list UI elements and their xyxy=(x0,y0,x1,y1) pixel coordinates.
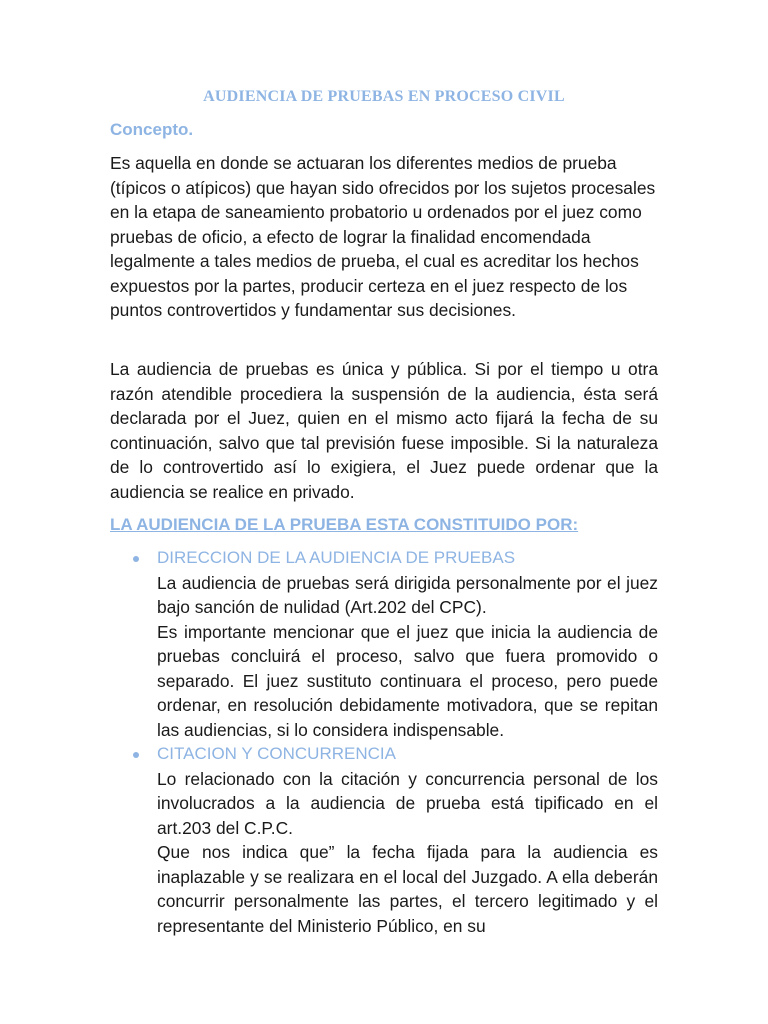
document-title: AUDIENCIA DE PRUEBAS EN PROCESO CIVIL xyxy=(203,88,565,105)
bullet-icon xyxy=(133,752,139,758)
concept-heading: Concepto. xyxy=(110,120,194,139)
section-list xyxy=(110,546,658,938)
bullet-icon xyxy=(133,556,139,562)
list-item-paragraph: Lo relacionado con la citación y concurrencia personal de los involucrados a la audiencia de prueba está tipificado en el art.203 del C.P.C. xyxy=(157,768,658,838)
list-item-paragraph: Que nos indica que” la fecha fijada para la audiencia es inaplazable y se realizara en el local del Juzgado. A ella deberán concurrir personalmente las partes, el tercero legitimado y el representante del Ministerio Público, en su xyxy=(157,842,658,936)
audience-paragraph: La audiencia de pruebas es única y pública. Si por el tiempo u otra razón atendible procediera la suspensión de la audiencia, ésta será declarada por el Juez, quien en el mismo acto fijará la fecha de su continuación, salvo que tal previsión fuese imposible. Si la naturaleza de lo controvertido así lo exigiera, el Juez puede ordenar que la audiencia se realice en privado. xyxy=(110,359,658,502)
list-item-title: DIRECCION DE LA AUDIENCIA DE PRUEBAS xyxy=(157,548,516,567)
list-item-paragraph: La audiencia de pruebas será dirigida personalmente por el juez bajo sanción de nulidad (Art.202 del CPC). xyxy=(157,572,658,617)
section-heading: LA AUDIENCIA DE LA PRUEBA ESTA CONSTITUIDO POR: xyxy=(110,515,579,534)
list-item-citacion xyxy=(110,742,658,938)
list-item-direccion xyxy=(110,546,658,742)
list-item-title: CITACION Y CONCURRENCIA xyxy=(157,744,396,763)
concept-paragraph: Es aquella en donde se actuaran los diferentes medios de prueba (típicos o atípicos) que hayan sido ofrecidos por los sujetos procesales en la etapa de saneamiento probatorio u ordenados por el juez como pruebas de oficio, a efecto de lograr la finalidad encomendada legalmente a tales medios de prueba, el cual es acreditar los hechos expuestos por la partes, producir certeza en el juez respecto de los puntos controvertidos y fundamentar sus decisiones. xyxy=(110,153,656,320)
list-item-paragraph: Es importante mencionar que el juez que inicia la audiencia de pruebas concluirá el proceso, salvo que fuera promovido o separado. El juez sustituto continuara el proceso, pero puede ordenar, en resolución debidamente motivadora, que se repitan las audiencias, si lo considera indispensable. xyxy=(157,621,658,740)
